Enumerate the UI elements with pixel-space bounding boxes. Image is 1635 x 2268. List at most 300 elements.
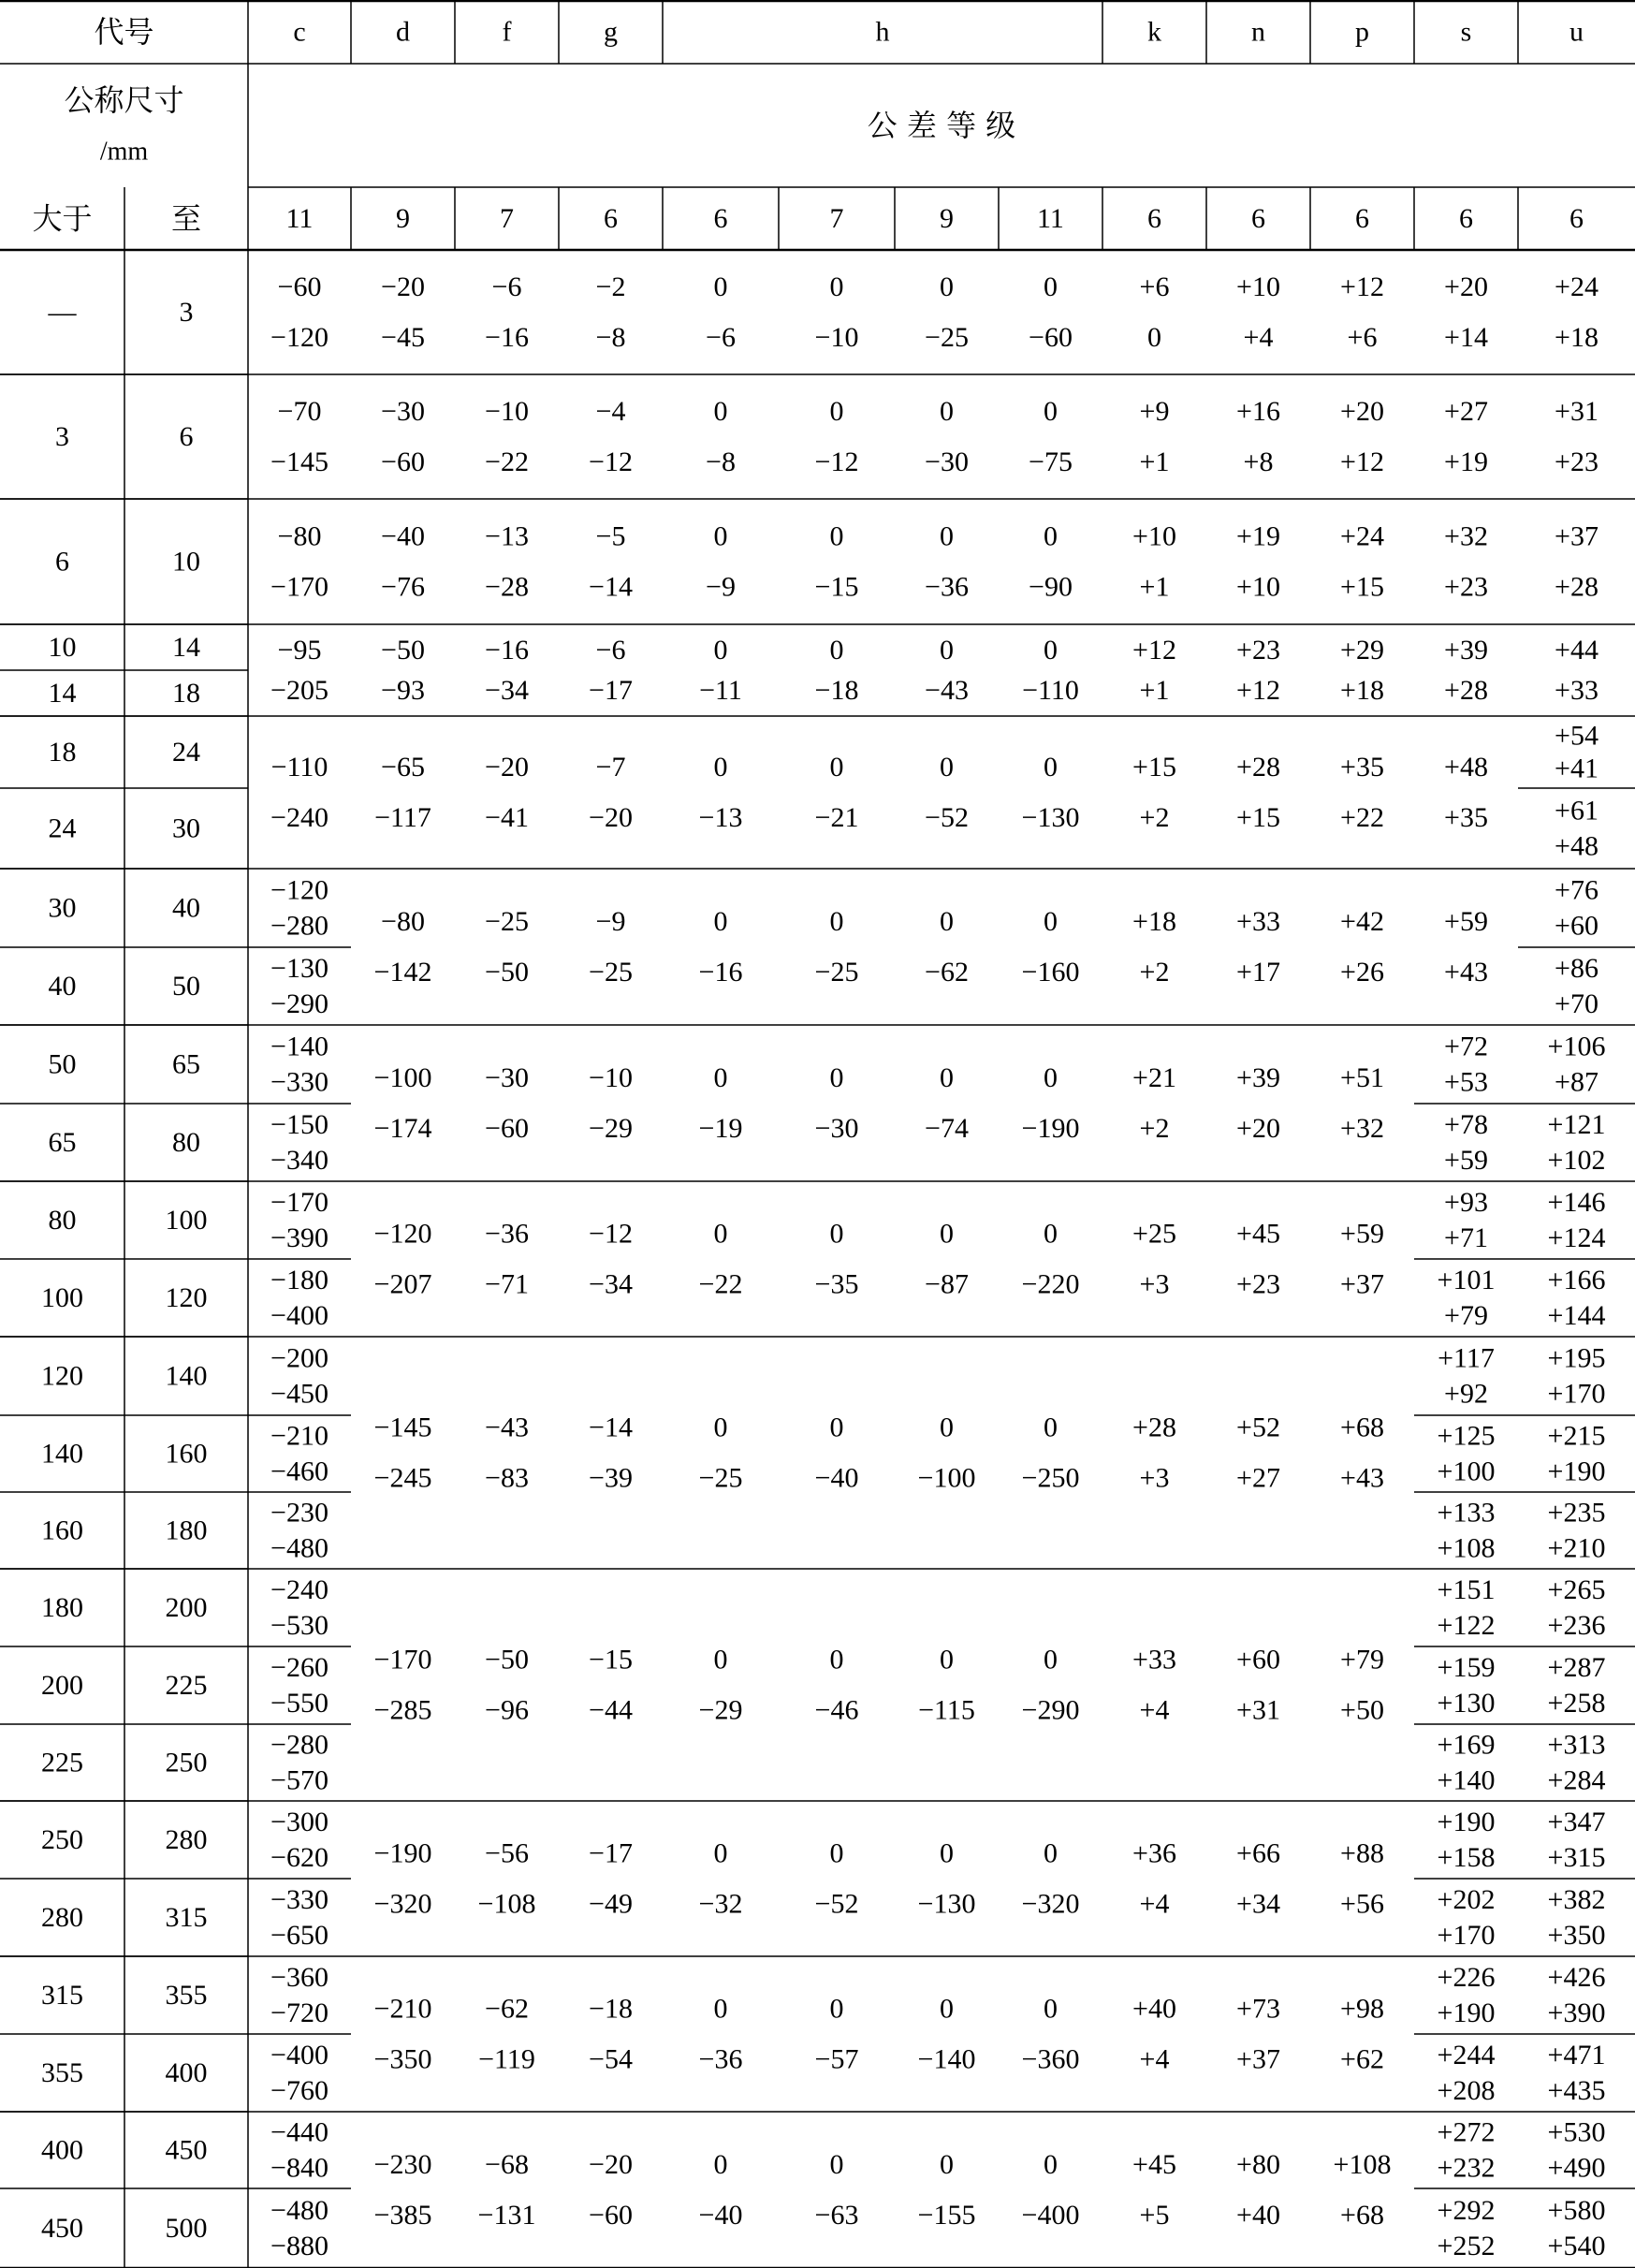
tolerance-value-upper: 0 [940, 634, 954, 666]
tolerance-value-upper: 0 [1044, 634, 1058, 666]
s-value-upper: +202 [1437, 1884, 1496, 1915]
s-value-upper: +244 [1437, 2040, 1496, 2070]
u-value-upper: +215 [1547, 1420, 1606, 1452]
tolerance-value-lower: −60 [1029, 322, 1073, 353]
tolerance-value-lower: −34 [485, 675, 529, 707]
s-value-lower: +190 [1437, 1997, 1496, 2028]
s-value-lower: +158 [1437, 1842, 1496, 1873]
tolerance-value-lower: −12 [589, 446, 633, 477]
tolerance-value-lower: −142 [373, 957, 432, 988]
tolerance-value-lower: −60 [589, 2200, 633, 2231]
tolerance-value-lower: −250 [1021, 1462, 1080, 1494]
grade-header: 11 [285, 203, 314, 234]
s-value-lower: +71 [1444, 1222, 1488, 1253]
tolerance-value-lower: −190 [1021, 1113, 1080, 1144]
tolerance-value-upper: +16 [1236, 396, 1280, 427]
c-value-upper: −80 [277, 520, 322, 552]
tolerance-value-upper: 0 [829, 752, 844, 783]
tolerance-value-upper: −20 [589, 2149, 633, 2180]
tolerance-value-lower: −8 [706, 446, 736, 477]
tolerance-value-lower: −155 [917, 2200, 976, 2231]
grade-header: 6 [1147, 203, 1161, 234]
size-to: 315 [165, 1902, 208, 1933]
c-value-upper: −240 [270, 1574, 328, 1605]
s-value-lower: +108 [1437, 1532, 1496, 1564]
size-from: 280 [41, 1902, 83, 1933]
tolerance-value-upper: 0 [1044, 396, 1058, 427]
tolerance-value-lower: +2 [1139, 1113, 1170, 1144]
size-to: 250 [165, 1747, 208, 1778]
tolerance-value-upper: −16 [485, 634, 529, 666]
tolerance-value-upper: −6 [491, 271, 522, 302]
tolerance-value-lower: −20 [589, 802, 633, 833]
tolerance-value-upper: 0 [829, 2149, 844, 2180]
tolerance-value-upper: +6 [1139, 271, 1170, 302]
tolerance-value-upper: −40 [381, 520, 425, 552]
size-to: 140 [165, 1360, 208, 1392]
tolerance-value-upper: 0 [1044, 1062, 1058, 1093]
tolerance-value-lower: −32 [698, 1888, 743, 1920]
size-to: 3 [179, 297, 194, 328]
tolerance-value-upper: −5 [595, 520, 626, 552]
c-value-lower: −280 [270, 910, 328, 942]
tolerance-value-upper: 0 [713, 2149, 728, 2180]
tolerance-value-upper: −4 [595, 396, 626, 427]
size-to: 355 [165, 1980, 208, 2011]
grade-header: 6 [1459, 203, 1473, 234]
s-value-lower: +19 [1444, 446, 1488, 477]
tolerance-value-lower: −160 [1021, 957, 1080, 988]
tolerance-value-lower: −14 [589, 571, 633, 603]
tolerance-value-lower: +62 [1340, 2043, 1384, 2075]
tolerance-value-lower: +6 [1347, 322, 1378, 353]
u-value-upper: +31 [1555, 396, 1599, 427]
tolerance-value-lower: +10 [1236, 571, 1280, 603]
c-value-lower: −390 [270, 1222, 328, 1253]
tolerance-value-upper: 0 [1044, 2149, 1058, 2180]
tolerance-value-upper: +28 [1132, 1412, 1176, 1443]
tolerance-value-lower: +5 [1139, 2200, 1170, 2231]
tolerance-value-upper: −30 [381, 396, 425, 427]
s-value-upper: +59 [1444, 906, 1488, 937]
tolerance-value-lower: +3 [1139, 1268, 1170, 1300]
s-value-upper: +48 [1444, 752, 1488, 783]
size-from: 180 [41, 1592, 83, 1623]
tolerance-value-lower: 0 [1147, 322, 1161, 353]
tolerance-value-upper: 0 [829, 1993, 844, 2025]
tolerance-value-lower: −17 [589, 675, 633, 707]
tolerance-value-lower: −28 [485, 571, 529, 603]
c-value-lower: −340 [270, 1145, 328, 1176]
tolerance-value-upper: 0 [940, 1412, 954, 1443]
c-value-lower: −620 [270, 1842, 328, 1873]
tolerance-value-upper: 0 [940, 1644, 954, 1675]
c-value-upper: −170 [270, 1187, 328, 1218]
s-value-upper: +151 [1437, 1574, 1496, 1605]
tolerance-value-lower: +18 [1340, 675, 1384, 707]
tolerance-value-lower: −57 [814, 2043, 859, 2075]
tolerance-value-lower: −220 [1021, 1268, 1080, 1300]
u-value-lower: +390 [1547, 1997, 1606, 2028]
c-value-upper: −230 [270, 1497, 328, 1529]
c-value-lower: −400 [270, 1300, 328, 1331]
tolerance-value-lower: +3 [1139, 1462, 1170, 1494]
size-from: 24 [48, 812, 77, 844]
u-value-lower: +70 [1555, 988, 1599, 1019]
tolerance-value-lower: +26 [1340, 957, 1384, 988]
tolerance-value-lower: +20 [1236, 1113, 1280, 1144]
s-value-lower: +43 [1444, 957, 1488, 988]
tolerance-value-upper: 0 [713, 1993, 728, 2025]
tolerance-value-lower: −130 [917, 1888, 976, 1920]
tolerance-value-upper: +88 [1340, 1837, 1384, 1869]
c-value-lower: −170 [270, 571, 328, 603]
c-value-lower: −450 [270, 1378, 328, 1410]
u-value-upper: +347 [1547, 1807, 1606, 1837]
tolerance-value-upper: −43 [485, 1412, 529, 1443]
tolerance-value-lower: −50 [485, 957, 529, 988]
tolerance-value-lower: +1 [1139, 675, 1170, 707]
tolerance-value-lower: −117 [374, 802, 431, 833]
u-value-lower: +124 [1547, 1222, 1606, 1253]
c-value-upper: −480 [270, 2195, 328, 2226]
size-from: 400 [41, 2134, 83, 2166]
c-value-lower: −650 [270, 1920, 328, 1951]
tolerance-value-lower: +4 [1139, 1888, 1170, 1920]
tolerance-value-upper: −12 [589, 1218, 633, 1250]
tolerance-value-lower: +1 [1139, 446, 1170, 477]
tolerance-value-upper: 0 [829, 1218, 844, 1250]
c-value-upper: −120 [270, 874, 328, 906]
tolerance-value-lower: −46 [814, 1694, 859, 1726]
tolerance-value-upper: +29 [1340, 634, 1384, 666]
tolerance-value-upper: +79 [1340, 1644, 1384, 1675]
u-value-upper: +195 [1547, 1342, 1606, 1374]
tolerance-value-upper: 0 [829, 1644, 844, 1675]
s-value-lower: +232 [1437, 2152, 1496, 2184]
u-value-upper: +166 [1547, 1265, 1606, 1295]
tolerance-value-upper: −7 [595, 752, 626, 783]
tolerance-value-upper: +9 [1139, 396, 1170, 427]
tolerance-value-lower: −400 [1021, 2200, 1080, 2231]
tolerance-value-lower: +2 [1139, 957, 1170, 988]
tolerance-value-lower: −62 [925, 957, 969, 988]
letter-header-f: f [502, 16, 512, 48]
c-value-upper: −180 [270, 1265, 328, 1295]
s-value-lower: +130 [1437, 1688, 1496, 1719]
tolerance-value-upper: −100 [373, 1062, 432, 1093]
c-value-lower: −530 [270, 1610, 328, 1641]
tolerance-value-lower: −25 [925, 322, 969, 353]
tolerance-value-lower: −40 [814, 1462, 859, 1494]
tolerance-value-upper: −6 [595, 634, 626, 666]
c-value-upper: −280 [270, 1729, 328, 1761]
size-to: 30 [172, 812, 200, 844]
u-value-upper: +76 [1555, 874, 1599, 906]
tolerance-value-upper: −62 [485, 1993, 529, 2025]
tolerance-value-lower: −87 [925, 1268, 969, 1300]
u-value-lower: +540 [1547, 2231, 1606, 2261]
size-to: 50 [172, 971, 200, 1002]
tolerance-value-upper: 0 [713, 1218, 728, 1250]
size-from: 14 [48, 678, 77, 709]
u-value-lower: +60 [1555, 910, 1599, 942]
tolerance-value-upper: +19 [1236, 520, 1280, 552]
size-to: 225 [165, 1670, 208, 1701]
tolerance-value-lower: −30 [814, 1113, 859, 1144]
tolerance-value-upper: 0 [1044, 1412, 1058, 1443]
tolerance-value-upper: +25 [1132, 1218, 1176, 1250]
u-value-lower: +210 [1547, 1532, 1606, 1564]
tolerance-value-upper: 0 [713, 396, 728, 427]
tolerance-value-upper: 0 [713, 752, 728, 783]
size-from: 18 [48, 737, 77, 768]
letter-header-d: d [396, 16, 410, 48]
u-value-upper: +313 [1547, 1729, 1606, 1761]
tolerance-value-lower: +4 [1139, 1694, 1170, 1726]
tolerance-value-lower: −131 [477, 2200, 536, 2231]
tolerance-value-lower: −350 [373, 2043, 432, 2075]
s-value-upper: +72 [1444, 1031, 1488, 1062]
tolerance-value-upper: 0 [829, 1062, 844, 1093]
s-value-upper: +117 [1438, 1342, 1495, 1374]
tolerance-value-upper: 0 [940, 520, 954, 552]
tolerance-value-lower: −21 [814, 802, 859, 833]
tolerance-value-upper: 0 [829, 271, 844, 302]
grade-header: 9 [396, 203, 410, 234]
tolerance-value-upper: +42 [1340, 906, 1384, 937]
tolerance-value-upper: −17 [589, 1837, 633, 1869]
tolerance-value-upper: −50 [485, 1644, 529, 1675]
tolerance-value-lower: −130 [1021, 802, 1080, 833]
tolerance-value-upper: 0 [940, 271, 954, 302]
tolerance-value-upper: +98 [1340, 1993, 1384, 2025]
tolerance-value-lower: −36 [925, 571, 969, 603]
size-from: 80 [48, 1205, 77, 1236]
s-value-upper: +78 [1444, 1109, 1488, 1140]
s-value-upper: +226 [1437, 1962, 1496, 1993]
u-value-upper: +121 [1547, 1109, 1606, 1140]
tolerance-value-upper: 0 [940, 1993, 954, 2025]
grade-header: 6 [604, 203, 618, 234]
tolerance-value-upper: +52 [1236, 1412, 1280, 1443]
tolerance-value-lower: −43 [925, 675, 969, 707]
tolerance-value-lower: −75 [1029, 446, 1073, 477]
letter-header-g: g [604, 16, 618, 48]
tolerance-value-upper: 0 [829, 906, 844, 937]
tolerance-value-lower: −54 [589, 2043, 633, 2075]
c-value-upper: −70 [277, 396, 322, 427]
tolerance-value-upper: 0 [1044, 752, 1058, 783]
u-value-upper: +265 [1547, 1574, 1606, 1605]
u-value-lower: +236 [1547, 1610, 1606, 1641]
tolerance-value-lower: +32 [1340, 1113, 1384, 1144]
c-value-lower: −145 [270, 446, 328, 477]
tolerance-value-lower: +40 [1236, 2200, 1280, 2231]
grade-header: 9 [940, 203, 954, 234]
c-value-lower: −205 [270, 675, 328, 707]
tolerance-value-lower: −16 [698, 957, 743, 988]
tolerance-value-lower: +15 [1236, 802, 1280, 833]
tolerance-value-lower: +12 [1236, 675, 1280, 707]
tolerance-value-lower: −71 [485, 1268, 529, 1300]
tolerance-value-lower: −52 [814, 1888, 859, 1920]
u-value-upper: +86 [1555, 953, 1599, 984]
c-value-upper: −440 [270, 2116, 328, 2148]
c-value-upper: −330 [270, 1884, 328, 1915]
tolerance-value-lower: +56 [1340, 1888, 1384, 1920]
size-from: 160 [41, 1514, 83, 1546]
size-from: 3 [55, 421, 69, 452]
s-value-lower: +79 [1444, 1300, 1488, 1331]
letter-header-c: c [293, 16, 306, 48]
tolerance-value-upper: 0 [1044, 1218, 1058, 1250]
tolerance-value-lower: −35 [814, 1268, 859, 1300]
size-to: 180 [165, 1514, 208, 1546]
tolerance-value-upper: −10 [589, 1062, 633, 1093]
tolerance-value-lower: +12 [1340, 446, 1384, 477]
tolerance-value-upper: 0 [1044, 1837, 1058, 1869]
tolerance-value-upper: +10 [1132, 520, 1176, 552]
tolerance-value-upper: 0 [713, 520, 728, 552]
c-value-upper: −130 [270, 953, 328, 984]
u-value-lower: +48 [1555, 830, 1599, 862]
c-value-upper: −200 [270, 1342, 328, 1374]
size-to: 500 [165, 2213, 208, 2244]
letter-header-s: s [1460, 16, 1472, 48]
tolerance-value-lower: −22 [485, 446, 529, 477]
tolerance-value-upper: −68 [485, 2149, 529, 2180]
u-value-lower: +102 [1547, 1145, 1606, 1176]
tolerance-value-lower: −25 [814, 957, 859, 988]
u-value-upper: +426 [1547, 1962, 1606, 1993]
tolerance-value-upper: +12 [1340, 271, 1384, 302]
tolerance-value-upper: −36 [485, 1218, 529, 1250]
tolerance-value-upper: −170 [373, 1644, 432, 1675]
s-value-upper: +159 [1437, 1652, 1496, 1683]
u-value-upper: +54 [1555, 720, 1599, 752]
tolerance-value-lower: −76 [381, 571, 425, 603]
tolerance-value-lower: −174 [373, 1113, 432, 1144]
u-value-lower: +258 [1547, 1688, 1606, 1719]
tolerance-value-upper: −65 [381, 752, 425, 783]
s-value-lower: +53 [1444, 1066, 1488, 1098]
tolerance-value-lower: +8 [1243, 446, 1274, 477]
s-value-lower: +122 [1437, 1610, 1496, 1641]
tolerance-value-upper: +108 [1333, 2149, 1392, 2180]
size-to: 100 [165, 1205, 208, 1236]
u-value-upper: +530 [1547, 2116, 1606, 2148]
u-value-upper: +24 [1555, 271, 1599, 302]
tolerance-value-lower: −108 [477, 1888, 536, 1920]
tolerance-value-upper: 0 [713, 1837, 728, 1869]
letter-header-h: h [875, 16, 890, 48]
c-value-upper: −140 [270, 1031, 328, 1062]
c-value-lower: −570 [270, 1764, 328, 1796]
tolerance-value-upper: −20 [381, 271, 425, 302]
tolerance-value-lower: −285 [373, 1694, 432, 1726]
size-from: 50 [48, 1048, 77, 1080]
tolerance-value-lower: +22 [1340, 802, 1384, 833]
tolerance-value-upper: +59 [1340, 1218, 1384, 1250]
tolerance-value-lower: −140 [917, 2043, 976, 2075]
tolerance-value-upper: +23 [1236, 634, 1280, 666]
tolerance-value-upper: +80 [1236, 2149, 1280, 2180]
tolerance-value-lower: −49 [589, 1888, 633, 1920]
tolerance-value-upper: 0 [940, 2149, 954, 2180]
s-value-lower: +170 [1437, 1920, 1496, 1951]
letter-header-p: p [1355, 16, 1369, 48]
u-value-lower: +490 [1547, 2152, 1606, 2184]
tolerance-value-upper: −9 [595, 906, 626, 937]
size-from: 225 [41, 1747, 83, 1778]
tolerance-value-lower: −34 [589, 1268, 633, 1300]
size-to: 80 [172, 1127, 200, 1158]
tolerance-value-lower: −90 [1029, 571, 1073, 603]
tolerance-value-lower: −29 [589, 1113, 633, 1144]
tolerance-value-lower: −8 [595, 322, 626, 353]
u-value-upper: +471 [1547, 2040, 1606, 2070]
tolerance-value-upper: 0 [1044, 271, 1058, 302]
tolerance-value-lower: −13 [698, 802, 743, 833]
size-from: 140 [41, 1438, 83, 1470]
tolerance-value-lower: −39 [589, 1462, 633, 1494]
tolerance-value-upper: +36 [1132, 1837, 1176, 1869]
tolerance-value-upper: 0 [713, 1644, 728, 1675]
u-value-lower: +315 [1547, 1842, 1606, 1873]
size-from: 120 [41, 1360, 83, 1392]
letter-header-n: n [1251, 16, 1265, 48]
tolerance-value-lower: +4 [1139, 2043, 1170, 2075]
letter-header-k: k [1147, 16, 1161, 48]
u-value-upper: +382 [1547, 1884, 1606, 1915]
s-value-upper: +292 [1437, 2195, 1496, 2226]
c-value-lower: −480 [270, 1532, 328, 1564]
u-value-lower: +350 [1547, 1920, 1606, 1951]
c-value-lower: −330 [270, 1066, 328, 1098]
size-from: 65 [48, 1127, 77, 1158]
c-value-lower: −840 [270, 2152, 328, 2184]
tolerance-value-upper: +68 [1340, 1412, 1384, 1443]
tolerance-value-lower: −245 [373, 1462, 432, 1494]
size-to: 200 [165, 1592, 208, 1623]
tolerance-value-upper: −230 [373, 2149, 432, 2180]
tolerance-value-lower: −11 [699, 675, 742, 707]
tolerance-value-lower: −15 [814, 571, 859, 603]
tolerance-value-upper: +20 [1340, 396, 1384, 427]
u-value-lower: +18 [1555, 322, 1599, 353]
tolerance-value-upper: 0 [1044, 906, 1058, 937]
tolerance-value-lower: −119 [478, 2043, 535, 2075]
tolerance-value-upper: −30 [485, 1062, 529, 1093]
size-to: 160 [165, 1438, 208, 1470]
s-value-upper: +32 [1444, 520, 1488, 552]
size-from: 355 [41, 2057, 83, 2088]
grade-header: 7 [500, 203, 514, 234]
tolerance-value-upper: +12 [1132, 634, 1176, 666]
tolerance-value-upper: 0 [829, 520, 844, 552]
tolerance-value-lower: −290 [1021, 1694, 1080, 1726]
s-value-lower: +208 [1437, 2075, 1496, 2106]
c-value-upper: −210 [270, 1420, 328, 1452]
tolerance-value-upper: +35 [1340, 752, 1384, 783]
grade-header: 6 [1569, 203, 1584, 234]
s-value-lower: +140 [1437, 1764, 1496, 1796]
tolerance-value-upper: −50 [381, 634, 425, 666]
size-to: 24 [172, 737, 200, 768]
tolerance-value-lower: −30 [925, 446, 969, 477]
tolerance-value-upper: 0 [940, 906, 954, 937]
